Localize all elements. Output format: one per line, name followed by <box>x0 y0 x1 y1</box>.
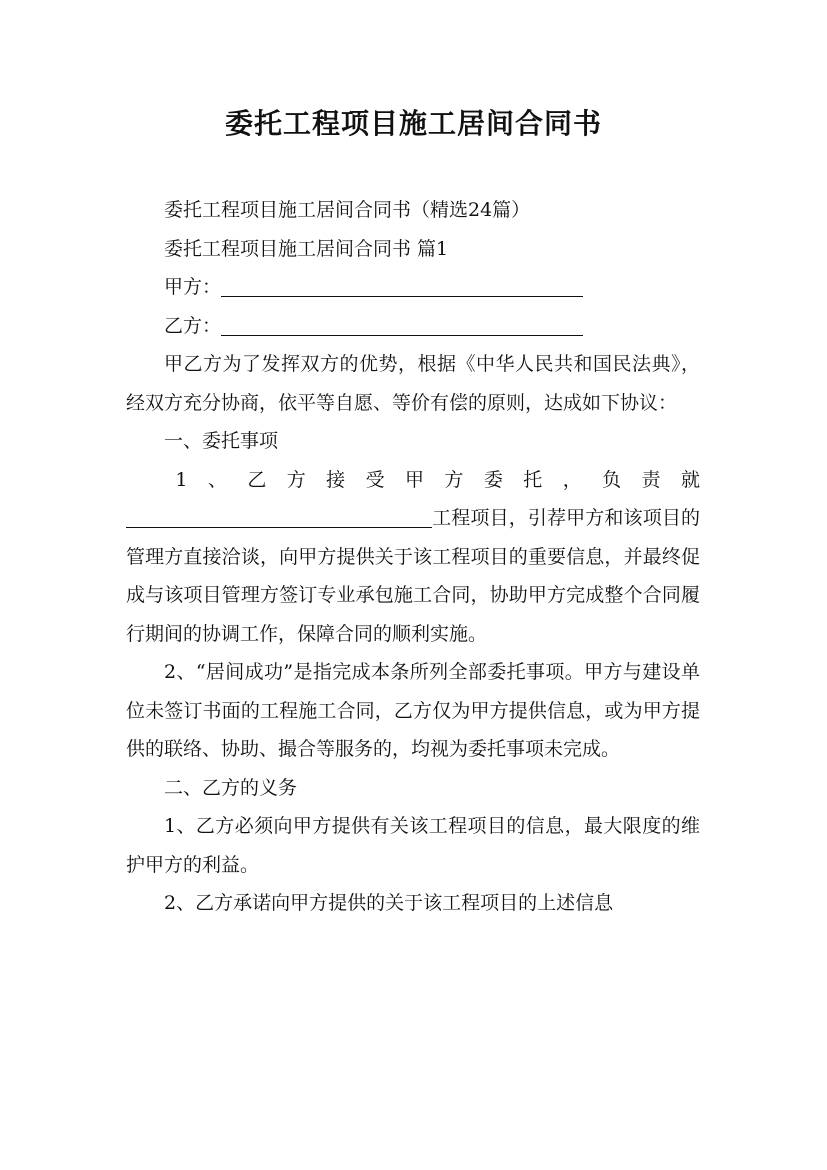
heading-entrusted-matters: 一、委托事项 <box>164 430 279 452</box>
document-title: 委托工程项目施工居间合同书 <box>224 107 602 140</box>
item-1-1-char: 方 <box>444 468 464 491</box>
party-a-line <box>126 268 700 307</box>
subtitle: 委托工程项目施工居间合同书（精选24篇） <box>164 199 531 221</box>
party-b-blank <box>221 311 583 336</box>
document-body <box>126 191 700 923</box>
item-2-2: 2、乙方承诺向甲方提供的关于该工程项目的上述信息 <box>164 892 614 914</box>
project-name-blank <box>126 503 432 528</box>
item-1-1-char: 负 <box>602 468 622 491</box>
item-1-1-char: 受 <box>365 468 385 491</box>
item-1-1-char: 委 <box>483 468 503 491</box>
party-a-blank <box>221 272 583 297</box>
item-1-1-char: 乙 <box>247 468 267 491</box>
party-b-line <box>126 307 700 346</box>
item-2-1: 1、乙方必须向甲方提供有关该工程项目的信息，最大限度的维护甲方的利益。 <box>126 815 700 876</box>
party-a-label: 甲方： <box>164 276 222 298</box>
item-1-1-text: 工程项目，引荐甲方和该项目的管理方直接洽谈，向甲方提供关于该工程项目的重要信息，并最终促成与该项目管理方签订专业承包施工合同，协助甲方完成整个合同履行期间的协调工作，保障合同的顺利实施。 <box>126 507 700 645</box>
item-1-1-char: 甲 <box>405 468 425 491</box>
item-1-1-char: 就 <box>680 468 700 491</box>
item-1-1-char: 、 <box>207 468 227 491</box>
intro-paragraph: 甲乙方为了发挥双方的优势，根据《中华人民共和国民法典》，经双方充分协商，依平等自愿、等价有偿的原则，达成如下协议： <box>126 353 700 414</box>
heading-party-b-obligations: 二、乙方的义务 <box>164 776 298 799</box>
section-heading: 委托工程项目施工居间合同书 篇1 <box>164 237 449 260</box>
item-1-1-char: 1 <box>175 468 188 491</box>
item-1-1-char: 托 <box>523 468 543 491</box>
item-1-1-char: ， <box>562 468 582 491</box>
item-1-1-char: 责 <box>641 468 661 491</box>
item-1-1-char: 方 <box>286 468 306 491</box>
party-b-label: 乙方： <box>164 314 222 337</box>
item-1-1-char: 接 <box>326 468 346 491</box>
item-1-2: 2、“居间成功”是指完成本条所列全部委托事项。甲方与建设单位未签订书面的工程施工合同，乙方仅为甲方提供信息，或为甲方提供的联络、协助、撮合等服务的，均视为委托事项未完成。 <box>126 661 700 760</box>
item-1-1-first-line <box>126 461 700 500</box>
item-1-1-continued <box>126 499 700 653</box>
